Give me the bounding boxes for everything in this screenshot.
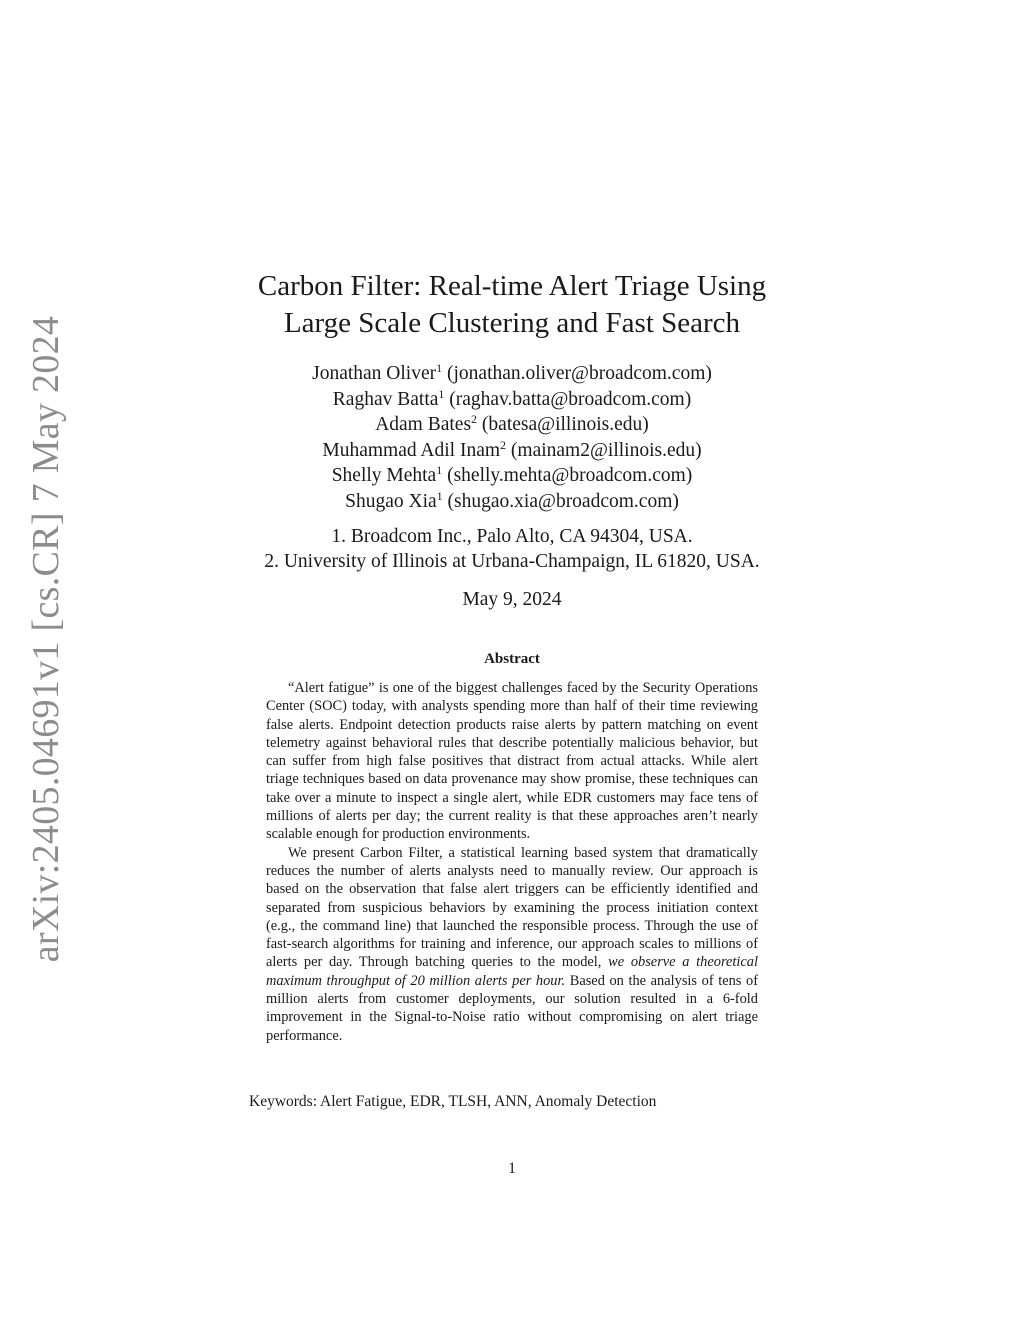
affiliation-list — [160, 524, 864, 574]
abstract-body — [266, 679, 758, 1045]
arxiv-identifier: arXiv:2405.04691v1 [cs.CR] 7 May 2024 — [25, 315, 67, 963]
abstract-text: We present Carbon Filter, a statistical learning based system that dramatically reduces the number of alerts analysts need to manually review. Our approach is based on the observation that false alert triggers can be efficiently identified and separated from suspicious behaviors by examining the process initiation context (e.g., the command line) that launched the responsible process. Through the use of fast-search algorithms for training and inference, our approach scales to millions of alerts per day. Through batching queries to the model, — [266, 844, 758, 971]
author-list — [160, 362, 864, 516]
author-name: Raghav Batta — [332, 388, 439, 410]
author-entry — [160, 388, 864, 414]
author-name: Shelly Mehta — [331, 465, 437, 487]
author-entry — [160, 464, 864, 490]
abstract-paragraph — [266, 844, 758, 1045]
affiliation-entry: 2. University of Illinois at Urbana-Champaign, IL 61820, USA. — [264, 551, 760, 572]
author-entry — [160, 490, 864, 516]
author-name: Shugao Xia — [345, 490, 437, 512]
paper-date: May 9, 2024 — [462, 589, 562, 610]
author-email: (mainam2@illinois.edu) — [510, 439, 702, 461]
abstract-paragraph: “Alert fatigue” is one of the biggest challenges faced by the Security Operations Center (SOC) today, with analysts spending more than half of their time reviewing false alerts. Endpoint detection products raise alerts by pattern matching on event telemetry against behavioral rules that describe potentially malicious behavior, but can suffer from high false positives that distract from actual attacks. While alert triage techniques based on data provenance may show promise, these techniques can take over a minute to inspect a single alert, while EDR customers may face tens of millions of alerts per day; the current reality is that these approaches aren’t nearly scalable enough for production environments. — [266, 680, 758, 843]
abstract-text: Based on the analysis of tens of million alerts from customer deployments, our solution resulted in a 6-fold improvement in the Signal-to-Noise ratio without compromising on alert triage performance. — [266, 972, 758, 1044]
author-email: (batesa@illinois.edu) — [481, 414, 649, 436]
author-affiliation-mark: 2 — [471, 412, 478, 427]
author-entry — [160, 439, 864, 465]
author-affiliation-mark: 2 — [500, 437, 507, 452]
title-line-2: Large Scale Clustering and Fast Search — [283, 307, 741, 339]
author-email: (jonathan.oliver@broadcom.com) — [447, 363, 712, 384]
title-line-1: Carbon Filter: Real-time Alert Triage Using — [257, 270, 767, 302]
page-number: 1 — [508, 1160, 516, 1177]
abstract-heading: Abstract — [484, 651, 540, 667]
author-entry — [160, 413, 864, 439]
abstract-emphasis: we observe a theoretical maximum throughput of 20 million alerts per hour. — [266, 954, 758, 989]
author-name: Jonathan Oliver — [312, 363, 437, 384]
author-affiliation-mark: 1 — [438, 386, 445, 401]
author-affiliation-mark: 1 — [436, 361, 443, 375]
affiliation-entry: 1. Broadcom Inc., Palo Alto, CA 94304, USA. — [331, 526, 693, 547]
author-email: (shelly.mehta@broadcom.com) — [447, 465, 693, 487]
author-affiliation-mark: 1 — [436, 463, 443, 478]
arxiv-sidebar — [22, 315, 70, 963]
author-entry — [160, 362, 864, 388]
author-name: Muhammad Adil Inam — [322, 439, 501, 461]
keywords-line: Keywords: Alert Fatigue, EDR, TLSH, ANN, Anomaly Detection — [249, 1093, 657, 1110]
author-email: (raghav.batta@broadcom.com) — [449, 388, 692, 410]
author-affiliation-mark: 1 — [436, 488, 443, 503]
author-email: (shugao.xia@broadcom.com) — [447, 490, 679, 512]
author-name: Adam Bates — [375, 414, 472, 436]
paper-title — [160, 268, 864, 342]
